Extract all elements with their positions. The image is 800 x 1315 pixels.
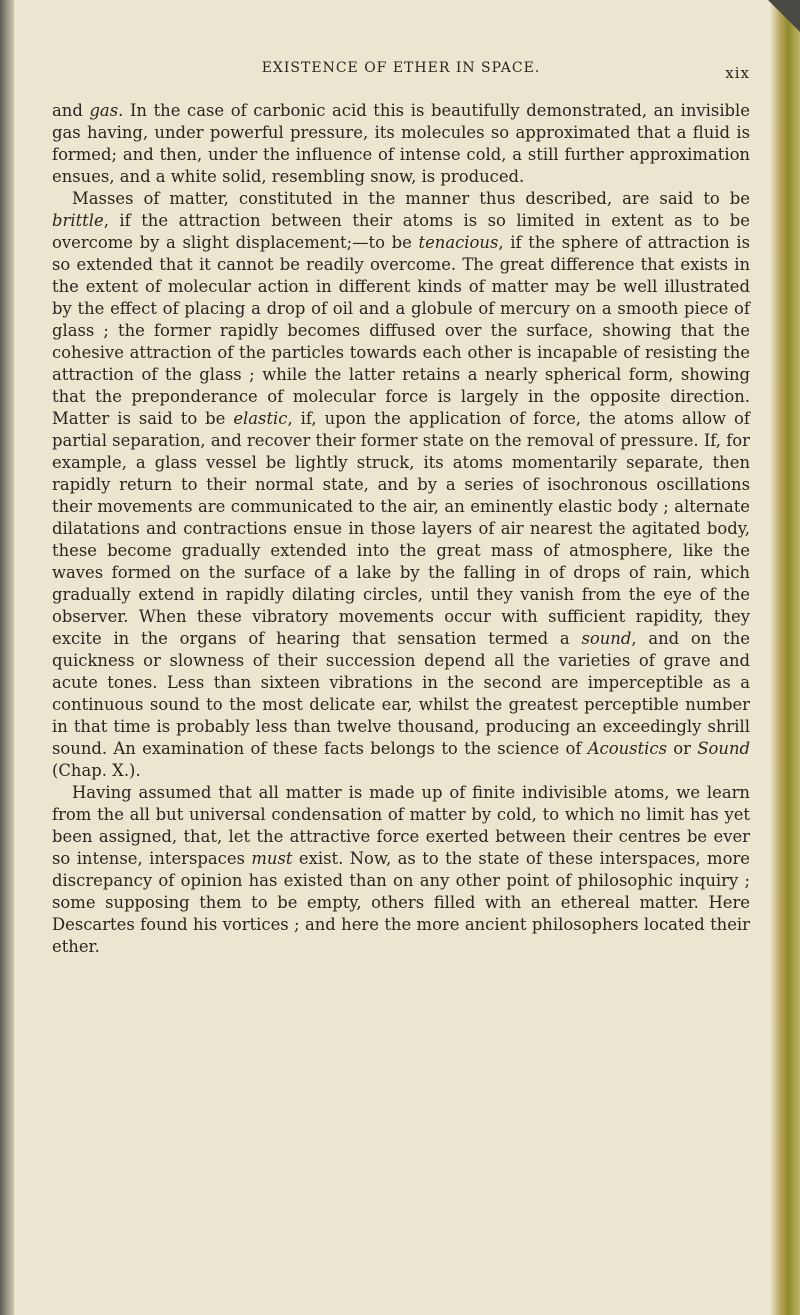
text-run: . In the case of carbonic acid this is beautifully demonstrated, an invisible gas having, under powerful pressure, its molecules so approximated that a fluid is formed; and then, under the influence of intense cold, a still further approximation ensues, and a white solid, resembling snow, is produced. [52, 101, 750, 186]
paragraph [52, 100, 750, 188]
text-run: Masses of matter, constituted in the manner thus described, are said to be [72, 189, 750, 208]
italic-term: must [251, 849, 293, 868]
book-page [52, 60, 750, 958]
text-run: , if, upon the application of force, the atoms allow of partial separation, and recover their former state on the removal of pressure. If, for example, a glass vessel be lightly struck, its atoms momentarily separate, then rapidly return to their normal state, and by a series of isochronous oscillations their movements are communicated to the air, an eminently elastic body ; alternate dilatations and contractions ensue in those layers of air nearest the agitated body, these become gradually extended into the great mass of atmosphere, like the waves formed on the surface of a lake by the falling in of drops of rain, which gradually extend in rapidly dilating circles, until they vanish from the eye of the observer. When these vibratory movements occur with sufficient rapidity, they excite in the organs of hearing that sensation termed a [52, 409, 750, 648]
text-run: and [52, 101, 90, 120]
paragraph [52, 782, 750, 958]
text-run: , if the attraction between their atoms is so limited in extent as to be overcome by a slight displacement;—to be [52, 211, 750, 252]
text-run: or [667, 739, 698, 758]
text-run: , if the sphere of attraction is so extended that it cannot be readily overcome. The great difference that exists in the extent of molecular action in different kinds of matter may be well illustrated by the effect of placing a drop of oil and a globule of mercury on a smooth piece of glass ; the former rapidly becomes diffused over the surface, showing that the cohesive attraction of the particles towards each other is incapable of resisting the attraction of the glass ; while the latter retains a nearly spherical form, showing that the preponderance of molecular force is largely in the opposite direction. Matter is said to be [52, 233, 751, 428]
running-head-title: EXISTENCE OF ETHER IN SPACE. [261, 60, 541, 76]
italic-term: Sound [697, 739, 751, 758]
italic-term: elastic [233, 409, 288, 428]
paragraph [52, 188, 750, 782]
italic-term: brittle [52, 211, 104, 230]
text-run: , and on the quickness or slowness of their succession depend all the varieties of grave and acute tones. Less than sixteen vibrations in the second are imperceptible as a continuous sound to the most delicate ear, whilst the greatest perceptible number in that time is probably less than twelve thousand, producing an exceedingly shrill sound. An examination of these facts belongs to the science of [52, 629, 750, 758]
text-run: (Chap. X.). [52, 761, 141, 780]
italic-term: tenacious [418, 233, 499, 252]
italic-term: Acoustics [587, 739, 667, 758]
text-run: exist. Now, as to the state of these interspaces, more discrepancy of opinion has existed than on any other point of philosophic inquiry ; some supposing them to be empty, others filled with an ethereal matter. Here Descartes found his vortices ; and here the more ancient philosophers located their ether. [52, 849, 750, 956]
body-text [52, 100, 750, 958]
running-head [52, 60, 750, 86]
text-run: Having assumed that all matter is made up of finite indivisible atoms, we learn from the all but universal condensation of matter by cold, to which no limit has yet been assigned, that, let the attractive force exerted between their centres be ever so intense, interspaces [52, 783, 750, 868]
book-spine-shadow [0, 0, 14, 1315]
italic-term: gas [89, 101, 119, 120]
page-edge-stain [770, 0, 800, 1315]
folded-corner [768, 0, 800, 32]
italic-term: sound [581, 629, 632, 648]
page-number: xix [725, 64, 750, 82]
